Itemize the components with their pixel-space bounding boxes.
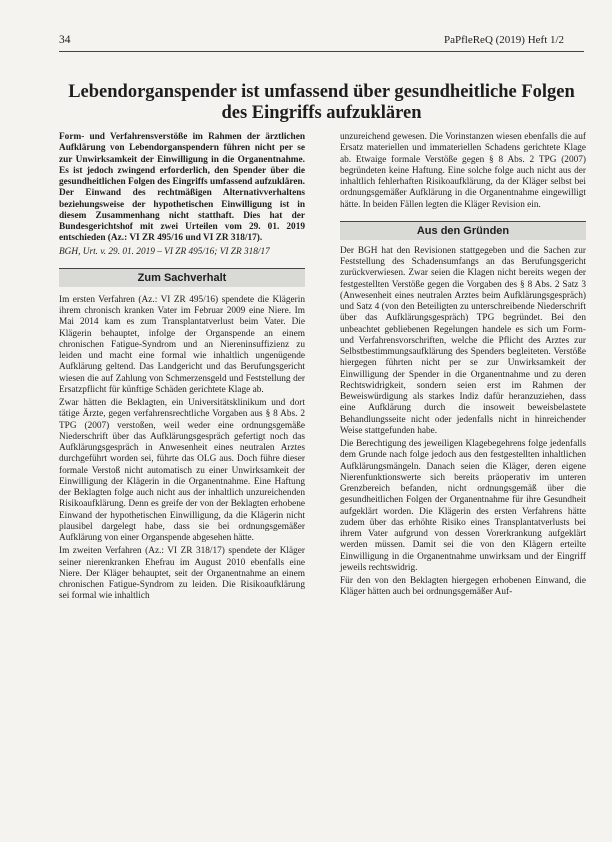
body-paragraph: Im ersten Verfahren (Az.: VI ZR 495/16) spendete die Klägerin ihrem chronisch kranken Vater im Februar 2009 eine Niere. Im Mai 2014 kam es zum Transplantatverlust beim Vater. Die Klägerin behauptet, infolge der Organspende an einem chronischen Fatigue-Syndrom und an Niereninsuffizienz zu leiden und macht eine formal wie inhaltlich ungenügende Aufklärung geltend. Das Landgericht und das Berufungsgericht wiesen die auf Zahlung von Schmerzensgeld und Feststellung der Ersatzpflicht für künftige Schäden gerichtete Klage ab.: [59, 294, 305, 395]
lead-paragraph: Form- und Verfahrensverstöße im Rahmen der ärztlichen Aufklärung von Lebendorganspendern führen nicht per se zur Unwirksamkeit der Einwilligung in die Organentnahme. Es ist jedoch zwingend erforderlich, den Spender über die gesundheitlichen Folgen des Eingriffs umfassend aufzuklären. Der Einwand des rechtmäßigen Alternativverhaltens beziehungsweise der hypothetischen Einwilligung ist in diesem Zusammenhang nicht statthaft. Dies hat der Bundesgerichtshof mit zwei Urteilen vom 29. 01. 2019 entschieden (Az.: VI ZR 495/16 und VI ZR 318/17).: [59, 132, 305, 244]
case-citation: BGH, Urt. v. 29. 01. 2019 – VI ZR 495/16; VI ZR 318/17: [59, 246, 270, 257]
body-paragraph: Zwar hätten die Beklagten, ein Universitätsklinikum und dort tätige Ärzte, gegen verfahrensrechtliche Vorgaben aus § 8 Abs. 2 TPG (2007) verstoßen, weil weder eine ordnungsgemäße Niederschrift über das Aufklärungsgespräch gefertigt noch das Aufklärungsgespräch in Anwesenheit eines neutralen Arztes durchgeführt worden sei, führte das OLG aus. Doch führe dieser formale Verstoß nicht automatisch zu einer Unwirksamkeit der Einwilligung der Klägerin in die Organentnahme. Eine Haftung der Beklagten folge auch nicht aus der inhaltlich unzureichenden Risikoaufklärung. Denn es greife der von der Beklagten erhobene Einwand der hypothetischen Einwilligung, da die Klägerin nicht plausibel dargelegt habe, dass sie bei ordnungsgemäßer Aufklärung von einer Organspende abgesehen hätte.: [59, 398, 305, 543]
journal-reference: PaPfleReQ (2019) Heft 1/2: [444, 34, 565, 46]
body-paragraph: Die Berechtigung des jeweiligen Klagebegehrens folge jedenfalls dem Grunde nach folge jedoch aus den festgestellten inhaltlichen Aufklärungsmängeln. Danach seien die Kläger, deren eigene Nierenfunktionswerte sich bereits präoperativ im unteren Grenzbereich befanden, nicht ordnungsgemäß über die gesundheitlichen Folgen der Organentnahme für ihre Gesundheit aufgeklärt worden. Die Klägerin des ersten Verfahrens hätte zudem über das erhöhte Risiko eines Transplantatverlusts bei ihrem Vater aufgrund von dessen Vorerkrankung aufgeklärt werden müssen. Damit sei die von den Klägern erteilte Einwilligung in die Organentnahme unwirksam und der Eingriff jeweils rechtswidrig.: [340, 439, 586, 573]
body-paragraph: Der BGH hat den Revisionen stattgegeben und die Sachen zur Feststellung des Schadensumfangs an das Berufungsgericht zurückverwiesen. Zwar seien die Klagen nicht bereits wegen der festgestellten Verstöße gegen die Vorgaben des § 8 Abs. 2 Satz 3 (Anwesenheit eines neutralen Arztes beim Aufklärungsgespräch) und Satz 4 (von den Beteiligten zu unterschreibende Niederschrift über das Aufklärungsgespräch) TPG begründet. Bei den unbeachtet gebliebenen Regelungen handele es sich um Form- und Verfahrensvorschriften, welche die Pflicht des Arztes zur Selbstbestimmungsaufklärung des Spenders begleiteten. Verstöße hiergegen führten nicht per se zur Unwirksamkeit der Einwilligung der Spender in die Organentnahme und zu deren Rechtswidrigkeit, sondern seien erst im Rahmen der Beweiswürdigung als starkes Indiz dafür heranzuziehen, dass eine Aufklärung durch die insoweit beweisbelastete Behandlungsseite nicht oder jedenfalls nicht in hinreichender Weise stattgefunden habe.: [340, 245, 586, 436]
article-title: Lebendorganspender ist umfassend über gesundheitliche Folgen des Eingriffs aufzuklären: [68, 82, 575, 123]
body-paragraph: Im zweiten Verfahren (Az.: VI ZR 318/17) spendete der Kläger seiner nierenkranken Ehefrau im August 2010 ebenfalls eine Niere. Der Kläger behauptet, seit der Organentnahme an einem chronischen Fatigue-Syndrom zu leiden. Die Risikoaufklärung sei formal wie inhaltlich: [59, 546, 305, 602]
page-number: 34: [59, 34, 71, 46]
section-heading-label: Zum Sachverhalt: [59, 269, 305, 287]
body-paragraph: unzureichend gewesen. Die Vorinstanzen wiesen ebenfalls die auf Ersatz materiellen und immateriellen Schadens gerichtete Klage ab. Etwaige formale Verstöße gegen § 8 Abs. 2 TPG (2007) begründeten keine Haftung. Eine solche folge auch nicht aus der inhaltlich fehlerhaften Risikoaufklärung, da der Kläger selbst bei ordnungsgemäßer Aufklärung in die Organentnahme eingewilligt hätte. In beiden Fällen legten die Kläger Revision ein.: [340, 132, 586, 210]
left-column: [59, 132, 305, 603]
section-heading-label: Aus den Gründen: [340, 222, 586, 240]
right-column: [340, 132, 586, 599]
section-heading-gruende: [340, 221, 586, 240]
body-paragraph: Für den von den Beklagten hiergegen erhobenen Einwand, die Kläger hätten auch bei ordnungsgemäßer Auf-: [340, 576, 586, 598]
section-heading-sachverhalt: [59, 268, 305, 287]
header-rule: [59, 51, 584, 52]
